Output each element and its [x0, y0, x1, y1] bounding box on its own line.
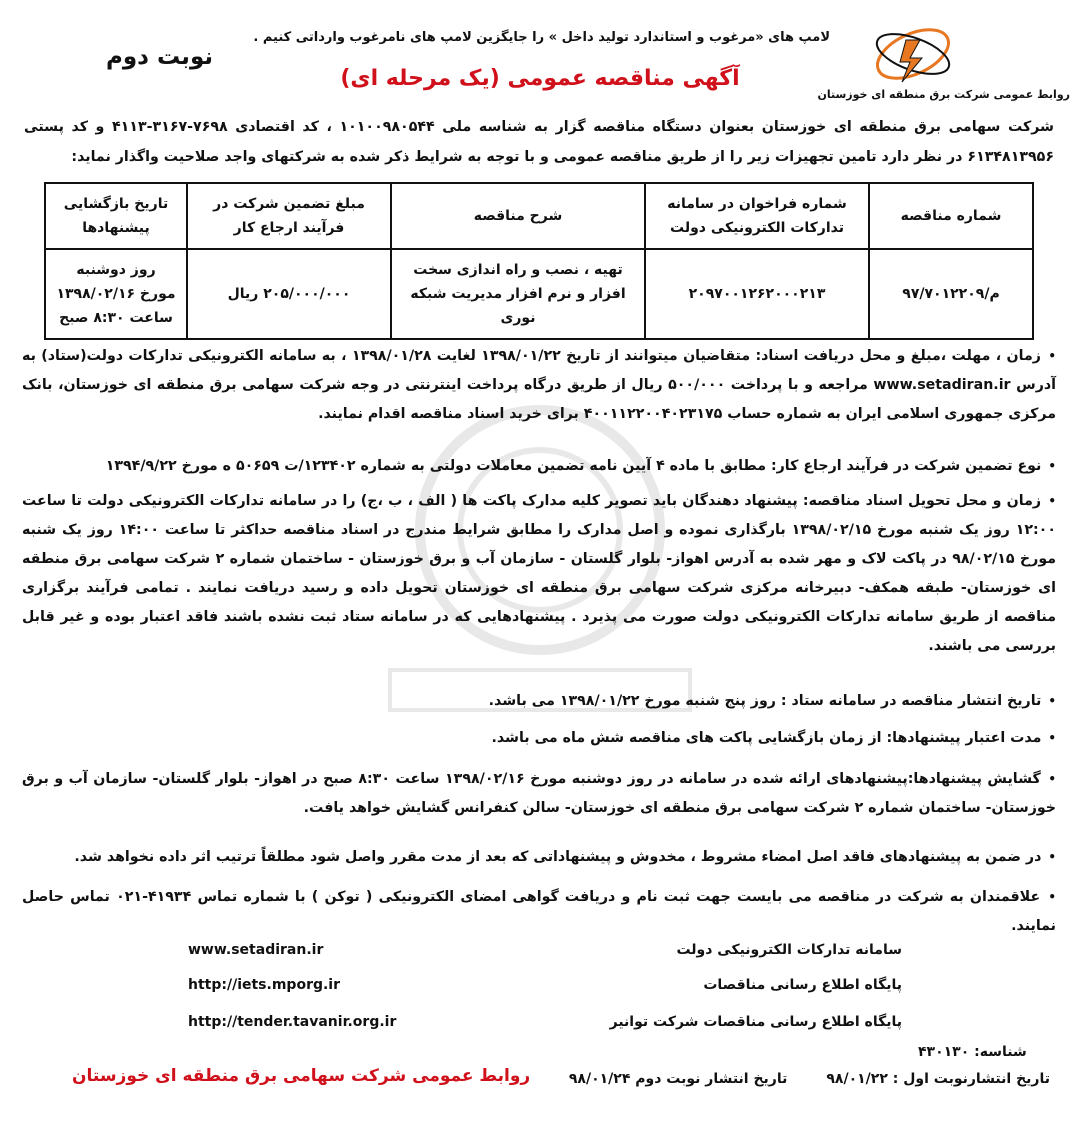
cell-tender-no: م/۹۷/۷۰۱۲۲۰۹	[869, 249, 1033, 339]
footer-org-name: روابط عمومی شرکت سهامی برق منطقه ای خوزستان	[72, 1066, 531, 1086]
publication-dates	[470, 1071, 1050, 1087]
tender-table	[44, 182, 1034, 340]
opening-date: مورخ ۱۳۹۸/۰۲/۱۶	[56, 286, 176, 302]
paragraph-text: تاریخ انتشار مناقصه در سامانه ستاد : روز پنج شنبه مورخ ۱۳۹۸/۰۱/۲۲ می باشد.	[488, 693, 1042, 709]
header-description: شرح مناقصه	[391, 183, 645, 249]
conditions-section	[22, 342, 1057, 934]
round-label: نوبت دوم	[106, 44, 214, 70]
header-guarantee: مبلغ تضمین شرکت در فرآیند ارجاع کار	[187, 183, 391, 249]
link-label: پایگاه اطلاع رسانی مناقصات شرکت توانیر	[609, 1014, 902, 1030]
paragraph-text: علاقمندان به شرکت در مناقصه می بایست جهت ثبت نام و دریافت گواهی امضای الکترونیکی ( توکن ) با شماره تماس ۴۱۹۳۴-۰۲۱ تماس حاصل نمایند.	[22, 889, 1056, 934]
identifier: شناسه: ۴۳۰۱۳۰	[918, 1044, 1027, 1060]
bullet-icon: •	[1048, 850, 1056, 864]
setadiran-link[interactable]: www.setadiran.ir	[188, 942, 324, 958]
opening-day: روز دوشنبه	[76, 262, 156, 278]
cell-guarantee: ۲۰۵/۰۰۰/۰۰۰ ریال	[187, 249, 391, 339]
pub-date-second: تاریخ انتشار نوبت دوم ۹۸/۰۱/۲۴	[568, 1071, 788, 1087]
iets-link[interactable]: http://iets.mporg.ir	[188, 977, 341, 993]
paragraph-text: زمان و محل تحویل اسناد مناقصه: پیشنهاد دهندگان باید تصویر کلیه مدارک پاکت ها ( الف ، ب ،ج) را در سامانه تدارکات الکترونیکی دولت تا ساعت ۱۲:۰۰ روز یک شنبه مورخ ۱۳۹۸/۰۲/۱۵ بارگذاری نموده و اصل مدارک را مطابق شرایط مندرج در اسناد مناقصه حداکثر تا ساعت ۱۴:۰۰ روز یک شنبه مورخ ۹۸/۰۲/۱۵ در پاکت لاک و مهر شده به آدرس اهواز- بلوار گلستان - سازمان آب و برق خوزستان - ساختمان شماره ۲ شرکت سهامی برق منطقه ای خوزستان- طبقه همکف- دبیرخانه مرکزی شرکت سهامی برق منطقه ای خوزستان تحویل داده و رسید دریافت نمایند . تمامی فرآیند برگزاری مناقصه از طریق سامانه تدارکات الکترونیکی دولت صورت می پذیرد . پیشنهادهایی که در سامانه ستاد ثبت نشده باشند فاقد اعتبار بوده و غیر قابل بررسی می باشند.	[22, 493, 1057, 654]
bullet-icon: •	[1048, 459, 1056, 473]
cell-call-no: ۲۰۹۷۰۰۱۲۶۲۰۰۰۲۱۳	[645, 249, 869, 339]
slogan-text: لامپ های «مرغوب و استاندارد تولید داخل » را جایگزین لامپ های نامرغوب وارداتی کنیم .	[253, 30, 830, 45]
link-label: پایگاه اطلاع رسانی مناقصات	[703, 977, 902, 993]
paragraph-document-delivery	[22, 487, 1056, 683]
paragraph-registration	[22, 883, 1057, 934]
bullet-icon: •	[1048, 494, 1056, 508]
paragraph-text: در ضمن به پیشنهادهای فاقد اصل امضاء مشروط ، مخدوش و پیشنهاداتی که بعد از مدت مقرر واصل شود مطلقاً ترتیب اثر داده نخواهد شد.	[74, 849, 1042, 865]
paragraph-opening	[22, 765, 1056, 839]
paragraph-document-receipt	[22, 342, 1056, 448]
paragraph-text: زمان ، مهلت ،مبلغ و محل دریافت اسناد: متقاضیان میتوانند از تاریخ ۱۳۹۸/۰۱/۲۲ لغایت ۱۳۹۸/۰۱/۲۸ ، به سامانه الکترونیکی تدارکات دولت(ستاد) به آدرس www.setadiran.ir مراجعه و با پرداخت ۵۰۰/۰۰۰ ریال از طریق درگاه پرداخت اینترنتی در وجه شرکت سهامی برق منطقه ای خوزستان، بانک مرکزی جمهوری اسلامی ایران به شماره حساب ۴۰۰۱۱۲۲۰۰۴۰۲۳۱۷۵ برای خرید اسناد مناقصه اقدام نمایند.	[22, 348, 1057, 422]
header-call-no: شماره فراخوان در سامانه تدارکات الکترونیکی دولت	[645, 183, 869, 249]
bullet-icon: •	[1048, 772, 1056, 786]
bullet-icon: •	[1048, 731, 1056, 745]
cell-opening-date	[45, 249, 187, 339]
pub-date-first: تاریخ انتشارنوبت اول : ۹۸/۰۱/۲۲	[826, 1071, 1050, 1087]
table-header-row	[45, 183, 1033, 249]
cell-description: تهیه ، نصب و راه اندازی سخت افزار و نرم افزار مدیریت شبکه نوری	[391, 249, 645, 339]
paragraph-guarantee-type	[22, 452, 1056, 483]
bullet-icon: •	[1048, 349, 1056, 363]
paragraph-text: نوع تضمین شرکت در فرآیند ارجاع کار: مطابق با ماده ۴ آیین نامه تضمین معاملات دولتی به شماره ۱۲۳۴۰۲/ت ۵۰۶۵۹ ه مورخ ۱۳۹۴/۹/۲۲	[105, 458, 1042, 474]
paragraph-validity	[22, 724, 1056, 761]
company-logo-icon	[868, 20, 958, 90]
logo-caption: روابط عمومی شرکت برق منطقه ای خوزستان	[817, 88, 1070, 101]
link-label: سامانه تدارکات الکترونیکی دولت	[676, 942, 902, 958]
header-opening-date: تاریخ بازگشایی پیشنهادها	[45, 183, 187, 249]
bullet-icon: •	[1048, 694, 1056, 708]
header-tender-no: شماره مناقصه	[869, 183, 1033, 249]
opening-time: ساعت ۸:۳۰ صبح	[59, 310, 173, 326]
paragraph-invalid-bids	[22, 843, 1056, 879]
table-row	[45, 249, 1033, 339]
bullet-icon: •	[1048, 890, 1057, 904]
paragraph-text: گشایش پیشنهادها:پیشنهادهای ارائه شده در سامانه در روز دوشنبه مورخ ۱۳۹۸/۰۲/۱۶ ساعت ۸:۳۰ صبح در اهواز- بلوار گلستان- سازمان آب و برق خوزستان- ساختمان شماره ۲ شرکت سهامی برق منطقه ای خوزستان- سالن کنفرانس گشایش خواهد یافت.	[22, 771, 1056, 816]
paragraph-text: مدت اعتبار پیشنهادها: از زمان بازگشایی پاکت های مناقصه شش ماه می باشد.	[491, 730, 1042, 746]
page-title: آگهی مناقصه عمومی (یک مرحله ای)	[340, 66, 740, 91]
tavanir-link[interactable]: http://tender.tavanir.org.ir	[188, 1014, 397, 1030]
intro-paragraph: شرکت سهامی برق منطقه ای خوزستان بعنوان دستگاه مناقصه گزار به شناسه ملی ۱۰۱۰۰۹۸۰۵۴۴ ، کد اقتصادی ۷۶۹۸-۳۱۶۷-۴۱۱۳ و کد پستی ۶۱۳۴۸۱۳۹۵۶ در نظر دارد تامین تجهیزات زیر را از طریق مناقصه عمومی و با توجه به شرایط ذکر شده به شرکتهای واجد صلاحیت واگذار نماید:	[24, 119, 1054, 165]
paragraph-publication-date	[22, 687, 1056, 720]
